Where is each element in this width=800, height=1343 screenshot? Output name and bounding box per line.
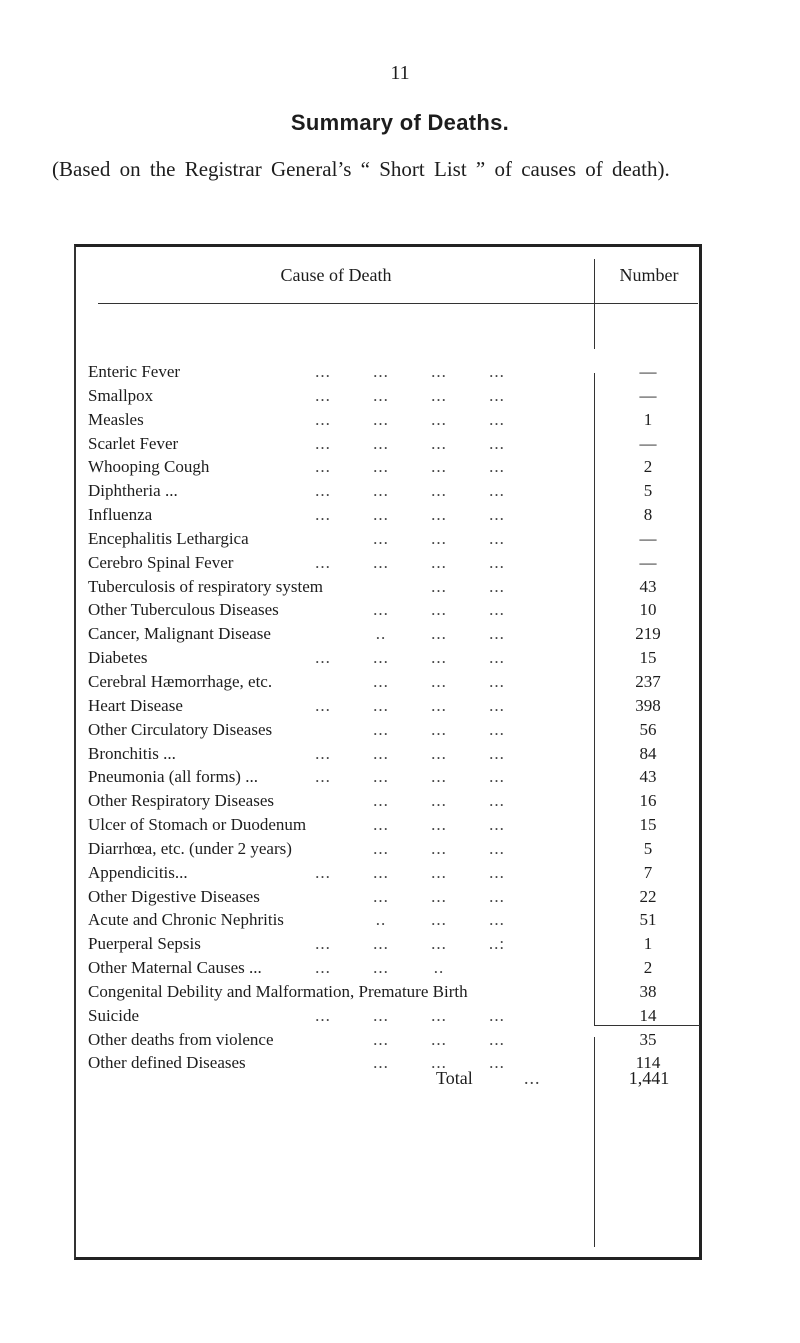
number-cell: 38: [639, 981, 657, 1001]
leader-dot-group: ...: [431, 695, 447, 715]
table-row: [88, 694, 700, 718]
leader-dot-group: ...: [431, 457, 447, 477]
number-cell: —: [639, 552, 657, 572]
number-cell: 8: [643, 505, 653, 525]
cause-cell: Other Tuberculous Diseases: [88, 600, 279, 620]
leader-dot-group: ...: [315, 1005, 331, 1025]
leader-dot-group: ...: [315, 862, 331, 882]
cause-cell: Cerebral Hæmorrhage, etc.: [88, 671, 273, 691]
cause-cell: Smallpox: [88, 385, 154, 405]
leader-dot-group: ...: [373, 791, 389, 811]
leader-dot-group: ...: [489, 791, 505, 811]
leader-dot-group: ...: [431, 624, 447, 644]
leader-dot-group: ...: [373, 600, 389, 620]
table-row: [88, 360, 700, 384]
leader-dots: [294, 837, 584, 861]
table-row: [88, 384, 700, 408]
leader-dot-group: ...: [431, 815, 447, 835]
leader-dots: [294, 1004, 584, 1028]
number-cell: 84: [639, 743, 657, 763]
cause-cell: Measles: [88, 409, 144, 429]
leader-dot-group: ...: [373, 505, 389, 525]
leader-dot-group: ...: [431, 433, 447, 453]
column-divider: [594, 259, 595, 349]
leader-dot-group: ...: [489, 695, 505, 715]
number-cell: 237: [635, 671, 661, 691]
leader-dot-group: ...: [431, 576, 447, 596]
leader-dot-group: ...: [315, 743, 331, 763]
page-number: 11: [390, 62, 410, 84]
leader-dot-group: ...: [315, 362, 331, 381]
leader-dot-group: ...: [315, 457, 331, 477]
leader-dots: [294, 885, 584, 909]
leader-dot-group: ...: [373, 362, 389, 381]
leader-dot-group: ...: [489, 910, 505, 930]
leader-dot-group: ..: [375, 910, 387, 930]
table-row: [88, 861, 700, 885]
table-row: [88, 956, 700, 980]
leader-dot-group: ...: [431, 552, 447, 572]
table-row: [88, 1028, 700, 1052]
table-row: [88, 813, 700, 837]
leader-dot-group: ...: [431, 505, 447, 525]
leader-dots: [294, 479, 584, 503]
leader-dot-group: ...: [431, 1029, 447, 1049]
cause-cell: Influenza: [88, 505, 153, 525]
table-row: [88, 622, 700, 646]
leader-dots: [294, 384, 584, 408]
leader-dots: [294, 503, 584, 527]
cause-cell: Encephalitis Lethargica: [88, 528, 249, 548]
number-cell: 219: [635, 624, 661, 644]
leader-dot-group: ...: [373, 719, 389, 739]
leader-dots: [294, 551, 584, 575]
table-row: [88, 455, 700, 479]
table-row: [88, 908, 700, 932]
leader-dot-group: ...: [373, 552, 389, 572]
cause-cell: Other Respiratory Diseases: [88, 791, 275, 811]
leader-dot-group: ...: [373, 671, 389, 691]
leader-dots: [294, 646, 584, 670]
cause-cell: Other deaths from violence: [88, 1029, 274, 1049]
leader-dot-group: ..: [433, 958, 445, 978]
leader-dot-group: ...: [431, 362, 447, 381]
cause-cell: Other Digestive Diseases: [88, 886, 260, 906]
cause-cell: Diabetes: [88, 648, 148, 668]
leader-dot-group: ...: [489, 433, 505, 453]
leader-dot-group: ...: [373, 838, 389, 858]
total-value: 1,441: [628, 1068, 670, 1088]
leader-dot-group: ...: [315, 481, 331, 501]
number-cell: 22: [639, 886, 657, 906]
header-rule: [98, 303, 698, 304]
leader-dot-group: ...: [431, 934, 447, 954]
cause-cell: Congenital Debility and Malformation, Premature Birth: [88, 981, 468, 1001]
deaths-summary-table: [74, 244, 702, 1260]
leader-dots: [294, 432, 584, 456]
number-cell: 51: [639, 910, 657, 930]
cause-cell: Other defined Diseases: [88, 1053, 246, 1073]
table-row: [88, 527, 700, 551]
leader-dots: [294, 622, 584, 646]
leader-dots: [294, 527, 584, 551]
leader-dot-group: ...: [315, 385, 331, 405]
table-row: [88, 718, 700, 742]
table-row: [88, 432, 700, 456]
cause-cell: Bronchitis ...: [88, 743, 176, 763]
cause-cell: Other Circulatory Diseases: [88, 719, 273, 739]
cause-cell: Other Maternal Causes ...: [88, 958, 262, 978]
leader-dots: [294, 908, 584, 932]
number-cell: 15: [639, 815, 657, 835]
table-row: [88, 598, 700, 622]
leader-dot-group: ...: [489, 1053, 505, 1073]
leader-dot-group: ...: [431, 743, 447, 763]
number-cell: —: [639, 433, 657, 453]
leader-dot-group: ...: [315, 552, 331, 572]
leader-dot-group: ...: [489, 743, 505, 763]
leader-dot-group: ...: [431, 886, 447, 906]
page-subtitle: (Based on the Registrar General’s “ Short List ” of causes of death).: [52, 157, 670, 181]
table-body: [88, 360, 700, 1075]
cause-cell: Tuberculosis of respiratory system: [88, 576, 323, 596]
leader-dot-group: ...: [489, 862, 505, 882]
leader-dot-group: ...: [431, 385, 447, 405]
leader-dot-group: ...: [489, 457, 505, 477]
leader-dot-group: ...: [489, 481, 505, 501]
leader-dot-group: ...: [315, 767, 331, 787]
table-row: [88, 670, 700, 694]
leader-dot-group: ...: [489, 576, 505, 596]
table-row: [88, 789, 700, 813]
cause-cell: Pneumonia (all forms) ...: [88, 767, 258, 787]
leader-dot-group: ...: [373, 385, 389, 405]
number-cell: 43: [639, 576, 657, 596]
table-row: [88, 932, 700, 956]
table-row: [88, 575, 700, 599]
leader-dot-group: ...: [315, 648, 331, 668]
number-cell: —: [639, 528, 657, 548]
leader-dot-group: ...: [431, 600, 447, 620]
leader-dot-group: ...: [489, 385, 505, 405]
leader-dot-group: ...: [373, 815, 389, 835]
leader-dot-group: ...: [489, 505, 505, 525]
leader-dots: [294, 765, 584, 789]
leader-dot-group: ...: [431, 1053, 447, 1073]
leader-dots: [294, 598, 584, 622]
number-cell: 14: [639, 1005, 657, 1025]
leader-dot-group: ..: [375, 624, 387, 644]
leader-dots: [294, 789, 584, 813]
leader-dot-group: ...: [431, 528, 447, 548]
leader-dot-group: ...: [373, 743, 389, 763]
leader-dot-group: ...: [431, 791, 447, 811]
number-cell: 1: [643, 934, 653, 954]
cause-cell: Whooping Cough: [88, 457, 210, 477]
leader-dot-group: ...: [489, 600, 505, 620]
leader-dot-group: ...: [315, 505, 331, 525]
cause-cell: Ulcer of Stomach or Duodenum: [88, 815, 307, 835]
leader-dot-group: ...: [373, 648, 389, 668]
leader-dots: [294, 742, 584, 766]
table-row: [88, 885, 700, 909]
cause-cell: Puerperal Sepsis: [88, 934, 201, 954]
leader-dots: [294, 575, 584, 599]
leader-dot-group: ...: [431, 838, 447, 858]
leader-dots: [294, 670, 584, 694]
leader-dot-group: ...: [373, 767, 389, 787]
leader-dot-group: ...: [489, 1029, 505, 1049]
leader-dot-group: ...: [489, 671, 505, 691]
cause-cell: Cancer, Malignant Disease: [88, 624, 271, 644]
leader-dot-group: ...: [431, 862, 447, 882]
table-row: [88, 408, 700, 432]
leader-dot-group: ...: [431, 910, 447, 930]
leader-dots: [294, 956, 584, 980]
leader-dot-group: ..:: [488, 934, 506, 954]
leader-dot-group: ...: [489, 624, 505, 644]
leader-dot-group: ...: [489, 409, 505, 429]
leader-dot-group: ...: [315, 409, 331, 429]
cause-cell: Diphtheria ...: [88, 481, 178, 501]
leader-dot-group: ...: [431, 671, 447, 691]
cause-cell: Suicide: [88, 1005, 139, 1025]
leader-dot-group: ...: [373, 958, 389, 978]
leader-dot-group: ...: [431, 481, 447, 501]
total-label: Total: [436, 1068, 473, 1088]
total-rule: [594, 1025, 700, 1026]
number-cell: 43: [639, 767, 657, 787]
leader-dot-group: ...: [373, 1029, 389, 1049]
leader-dots: [294, 718, 584, 742]
leader-dots: [294, 408, 584, 432]
leader-dots: [294, 813, 584, 837]
leader-dot-group: ...: [373, 1053, 389, 1073]
number-cell: 10: [639, 600, 657, 620]
table-row: [88, 646, 700, 670]
number-cell: 5: [643, 481, 653, 501]
leader-dot-group: ...: [315, 934, 331, 954]
leader-dot-group: ...: [373, 409, 389, 429]
number-cell: 1: [643, 409, 653, 429]
number-cell: 398: [635, 695, 661, 715]
leader-dot-group: ...: [431, 648, 447, 668]
table-row: [88, 837, 700, 861]
header-cause-of-death: Cause of Death: [280, 265, 392, 285]
leader-dot-group: ...: [373, 695, 389, 715]
leader-dot-group: ...: [315, 433, 331, 453]
table-row: [88, 551, 700, 575]
leader-dot-group: ...: [373, 457, 389, 477]
table-row: [88, 742, 700, 766]
number-cell: 7: [643, 862, 653, 882]
header-number: Number: [619, 265, 679, 285]
leader-dot-group: ...: [489, 552, 505, 572]
leader-dot-group: ...: [373, 1005, 389, 1025]
number-cell: 2: [643, 958, 653, 978]
cause-cell: Appendicitis...: [88, 862, 188, 882]
leader-dot-group: ...: [489, 767, 505, 787]
table-row: [88, 479, 700, 503]
leader-dot-group: ...: [489, 528, 505, 548]
total-leader-dots: ...: [524, 1068, 541, 1088]
leader-dot-group: ...: [489, 815, 505, 835]
page-title: Summary of Deaths.: [290, 110, 510, 135]
leader-dots: [294, 694, 584, 718]
leader-dot-group: ...: [431, 1005, 447, 1025]
leader-dot-group: ...: [373, 528, 389, 548]
number-cell: 2: [643, 457, 653, 477]
number-cell: —: [639, 385, 657, 405]
number-cell: —: [639, 362, 657, 381]
leader-dot-group: ...: [373, 481, 389, 501]
leader-dot-group: ...: [489, 838, 505, 858]
table-row: [88, 765, 700, 789]
leader-dot-group: ...: [489, 886, 505, 906]
cause-cell: Scarlet Fever: [88, 433, 179, 453]
leader-dot-group: ...: [315, 958, 331, 978]
leader-dot-group: ...: [489, 362, 505, 381]
leader-dots: [294, 932, 584, 956]
cause-cell: Diarrhœa, etc. (under 2 years): [88, 838, 292, 858]
leader-dot-group: ...: [431, 409, 447, 429]
cause-cell: Enteric Fever: [88, 362, 181, 381]
leader-dot-group: ...: [489, 648, 505, 668]
number-cell: 5: [643, 838, 653, 858]
leader-dot-group: ...: [373, 934, 389, 954]
number-cell: 15: [639, 648, 657, 668]
number-cell: 114: [635, 1053, 661, 1073]
leader-dot-group: ...: [315, 695, 331, 715]
table-row: [88, 980, 700, 1004]
number-cell: 56: [639, 719, 657, 739]
number-cell: 16: [639, 791, 657, 811]
leader-dots: [294, 1028, 584, 1052]
leader-dot-group: ...: [431, 719, 447, 739]
number-cell: 35: [639, 1029, 657, 1049]
leader-dot-group: ...: [373, 433, 389, 453]
leader-dot-group: ...: [373, 862, 389, 882]
leader-dots: [294, 360, 584, 384]
leader-dots: [294, 861, 584, 885]
leader-dot-group: ...: [431, 767, 447, 787]
leader-dot-group: ...: [373, 886, 389, 906]
cause-cell: Cerebro Spinal Fever: [88, 552, 234, 572]
cause-cell: Heart Disease: [88, 695, 183, 715]
leader-dot-group: ...: [489, 719, 505, 739]
table-row: [88, 503, 700, 527]
leader-dots: [294, 455, 584, 479]
leader-dot-group: ...: [489, 1005, 505, 1025]
cause-cell: Acute and Chronic Nephritis: [88, 910, 284, 930]
